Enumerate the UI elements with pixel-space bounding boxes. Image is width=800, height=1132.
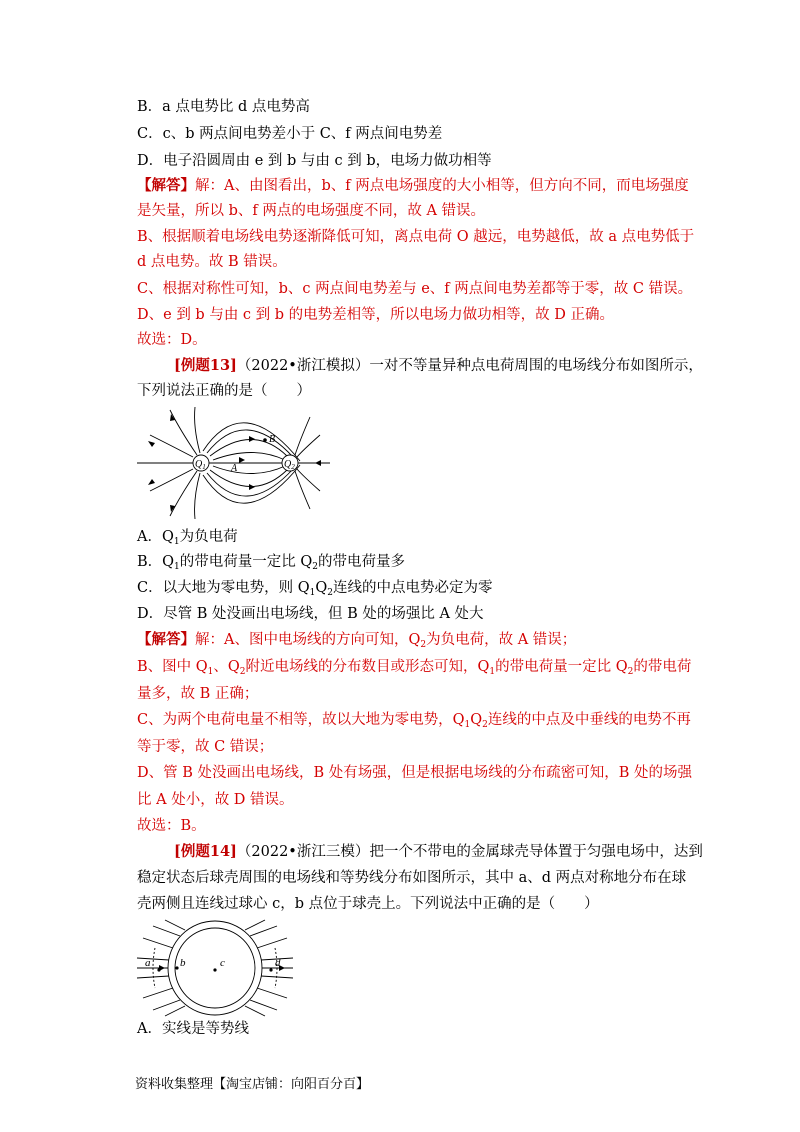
q2-label: $Q_2$	[284, 459, 295, 471]
answer13-line6: D、管 B 处没画出电场线，B 处有场强，但是根据电场线的分布疏密可知，B 处的场强	[137, 765, 693, 781]
q1-label: $Q_1$	[195, 459, 206, 471]
example13-line2: 下列说法正确的是（ ）	[137, 383, 311, 399]
point-b-label: B	[269, 434, 276, 445]
answer12-line3: B、根据顺着电场线电势逐渐降低可知，离点电荷 O 越远，电势越低，故 a 点电势低于	[137, 229, 695, 245]
answer12-line6: D、e 到 b 与由 c 到 b 的电势差相等，所以电场力做功相等，故 D 正确。	[137, 307, 614, 323]
point-a-label: a	[145, 957, 151, 969]
answer12-line1: 【解答】解：A、由图看出，b、f 两点电场强度的大小相等，但方向不同，而电场强度	[137, 177, 689, 194]
answer13-line3: 量多，故 B 正确；	[137, 686, 259, 702]
example13-option-d: D．尽管 B 处没画出电场线，但 B 处的场强比 A 处大	[137, 606, 484, 622]
option-d: D．电子沿圆周由 e 到 b 与由 c 到 b，电场力做功相等	[137, 153, 492, 169]
answer13-line4: C、为两个电荷电量不相等，故以大地为零电势，$Q_1Q_2$连线的中点及中垂线的电势不再	[137, 712, 691, 730]
example13-option-c: C．以大地为零电势，则 $Q_1Q_2$连线的中点电势必定为零	[137, 580, 493, 598]
example14-line2: 稳定状态后球壳周围的电场线和等势线分布如图所示，其中 a、d 两点对称地分布在球	[137, 870, 687, 886]
answer12-line2: 是矢量，所以 b、f 两点的电场强度不同，故 A 错误。	[137, 203, 486, 219]
option-b: B．a 点电势比 d 点电势高	[137, 99, 310, 115]
option-c: C．c、b 两点间电势差小于 C、f 两点间电势差	[137, 126, 443, 142]
answer12-line5: C、根据对称性可知，b、c 两点间电势差与 e、f 两点间电势差都等于零，故 C 错误。	[137, 281, 693, 297]
page-footer: 资料收集整理【淘宝店铺：向阳百分百】	[135, 1077, 370, 1092]
example13-line1: [例题13]（2022•浙江模拟）一对不等量异种点电荷周围的电场线分布如图所示，	[174, 357, 703, 374]
point-d-label: d	[275, 957, 281, 969]
example13-option-b: B．$Q_1$的带电荷量一定比 $Q_2$的带电荷量多	[137, 554, 406, 572]
example14-option-a: A．实线是等势线	[137, 1021, 249, 1037]
example13-option-a: A．$Q_1$为负电荷	[137, 529, 238, 547]
example14-line3: 壳两侧且连线过球心 c，b 点位于球壳上。下列说法中正确的是（ ）	[137, 896, 599, 912]
point-a-label: A	[231, 463, 238, 474]
example14-line1: [例题14]（2022•浙江三模）把一个不带电的金属球壳导体置于匀强电场中，达到	[174, 843, 703, 860]
answer13-line1: 【解答】解：A、图中电场线的方向可知，$Q_2$为负电荷，故 A 错误；	[137, 631, 577, 650]
metal-shell-figure	[135, 918, 295, 1018]
answer13-line7: 比 A 处小，故 D 错误。	[137, 792, 294, 808]
answer13-line8: 故选：B。	[137, 818, 206, 834]
answer12-line7: 故选：D。	[137, 332, 207, 348]
point-c-label: c	[220, 957, 225, 969]
answer13-line2: B、图中 $Q_1$、$Q_2$附近电场线的分布数目或形态可知，$Q_1$的带电荷量一定比 $Q_2$的带电荷	[137, 659, 692, 677]
electric-field-lines-figure	[135, 405, 335, 520]
answer12-line4: d 点电势。故 B 错误。	[137, 254, 287, 270]
point-b-label: b	[180, 957, 186, 969]
answer13-line5: 等于零，故 C 错误；	[137, 739, 274, 755]
